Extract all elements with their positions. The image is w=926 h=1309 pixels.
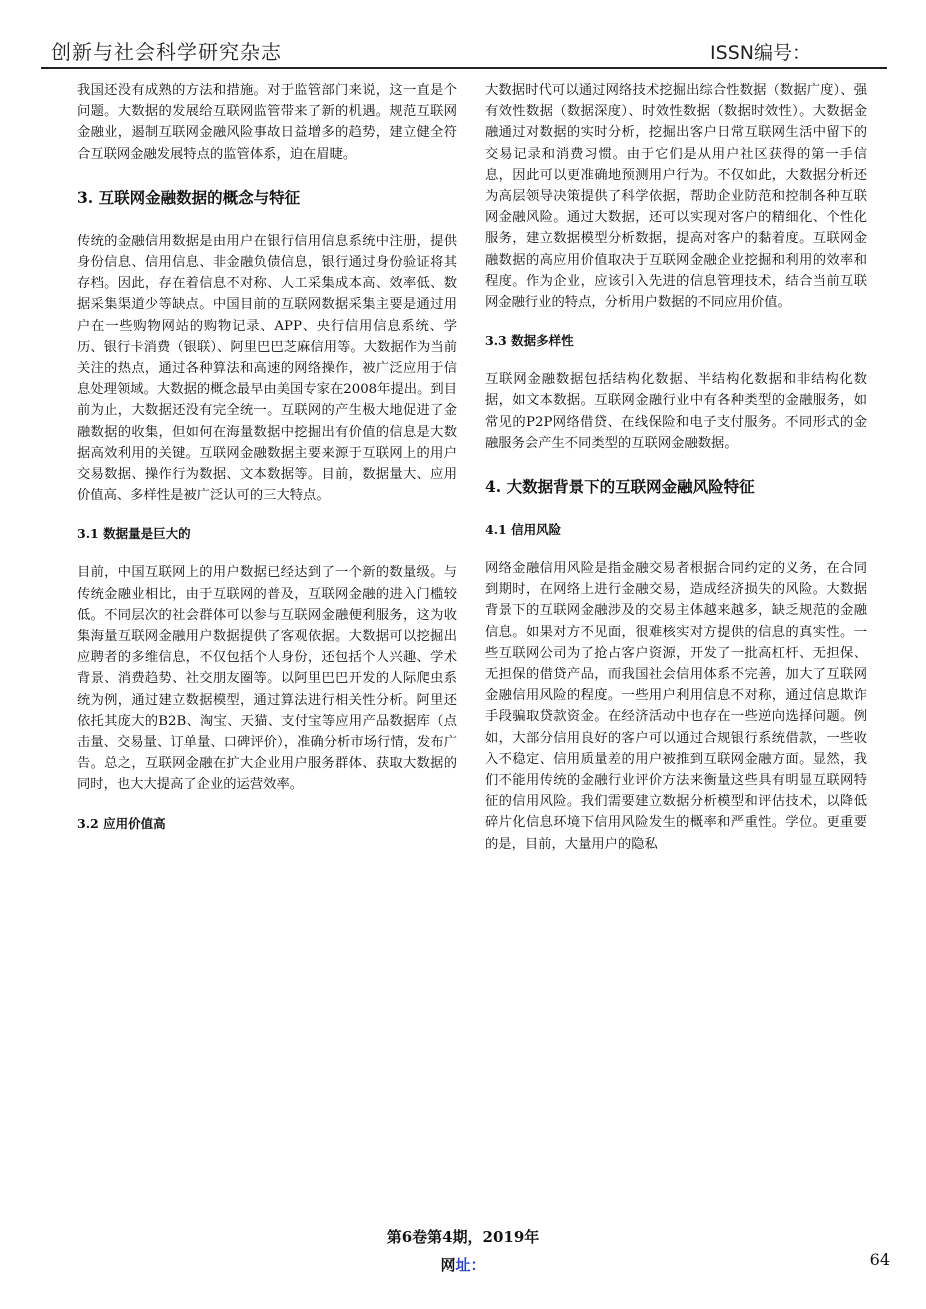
issn-label: ISSN编号： (710, 42, 811, 64)
subsection-heading: 3.1 数据量是巨大的 (77, 526, 191, 542)
paragraph: 网络金融信用风险是指金融交易者根据合同约定的义务，在合同到期时，在网络上进行金融交易，造成经济损失的风险。大数据背景下的互联网金融涉及的交易主体越来越多，缺乏规范的金融信息。如果对方不见面，很难核实对方提供的信息的真实性。一些互联网公司为了抢占客户资源，开发了一批高杠杆、无担保、无担保的借贷产品，而我国社会信用体系不完善，加大了互联网金融信用风险的程度。一些用户利用信息不对称，通过信息欺诈手段骗取贷款资金。在经济活动中也存在一些逆向选择问题。例如，大部分信用良好的客户可以通过合规银行系统借款，一些收入不稳定、信用质量差的用户被推到互联网金融方面。显然，我们不能用传统的金融行业评价方法来衡量这些具有明显互联网特征的信用风险。我们需要建立数据分析模型和评估技术，以降低碎片化信息环境下信用风险发生的概率和严重性。学位。更重要的是，目前，大量用户的隐私 (485, 561, 867, 852)
subsection-heading: 4.1 信用风险 (485, 522, 562, 538)
url-label-suffix: 址： (455, 1256, 486, 1274)
journal-name: 创新与社会科学研究杂志 (51, 40, 282, 64)
url-label (0, 1254, 926, 1275)
section-heading: 3. 互联网金融数据的概念与特征 (77, 187, 301, 207)
paragraph: 目前，中国互联网上的用户数据已经达到了一个新的数量级。与传统金融业相比，由于互联网的普及，互联网金融的进入门槛较低。不同层次的社会群体可以参与互联网金融便利服务，这为收集海量互联网金融用户数据提供了客观依据。大数据可以挖掘出应聘者的多维信息，不仅包括个人身份，还包括个人兴趣、学术背景、消费趋势、社交朋友圈等。以阿里巴巴开发的人际爬虫系统为例，通过建立数据模型，通过算法进行相关性分析。阿里还依托其庞大的B2B、淘宝、天猫、支付宝等应用产品数据库（点击量、交易量、订单量、口碑评价），准确分析市场行情，发布广告。总之，互联网金融在扩大企业用户服务群体、获取大数据的同时，也大大提高了企业的运营效率。 (77, 565, 457, 793)
header-rule (41, 67, 887, 69)
section-heading: 4. 大数据背景下的互联网金融风险特征 (485, 477, 755, 497)
left-column (77, 80, 457, 852)
paragraph: 我国还没有成熟的方法和措施。对于监管部门来说，这一直是个问题。大数据的发展给互联网监管带来了新的机遇。规范互联网金融业，遏制互联网金融风险事故日益增多的趋势，建立健全符合互联网金融发展特点的监管体系，迫在眉睫。 (77, 83, 457, 162)
url-label-prefix: 网 (440, 1256, 456, 1274)
page-number: 64 (869, 1250, 890, 1269)
right-column (485, 80, 867, 855)
page-header (41, 24, 887, 68)
paragraph: 互联网金融数据包括结构化数据、半结构化数据和非结构化数据，如文本数据。互联网金融行业中有各种类型的金融服务，如常见的P2P网络借贷、在线保险和电子支付服务。不同形式的金融服务会产生不同类型的互联网金融数据。 (485, 372, 867, 451)
volume-info: 第6卷第4期，2019年 (386, 1228, 540, 1246)
paragraph: 大数据时代可以通过网络技术挖掘出综合性数据（数据广度）、强有效性数据（数据深度）、时效性数据（数据时效性）。大数据金融通过对数据的实时分析，挖掘出客户日常互联网生活中留下的交易记录和消费习惯。由于它们是从用户社区获得的第一手信息，因此可以更准确地预测用户行为。不仅如此，大数据分析还为高层领导决策提供了科学依据，帮助企业防范和控制各种互联网金融风险。通过大数据，还可以实现对客户的精细化、个性化服务，建立数据模型分析数据，提高对客户的黏着度。互联网金融数据的高应用价值取决于互联网金融企业挖掘和利用的效率和程度。作为企业，应该引入先进的信息管理技术，结合当前互联网金融行业的特点，分析用户数据的不同应用价值。 (485, 83, 867, 311)
paragraph: 传统的金融信用数据是由用户在银行信用信息系统中注册，提供身份信息、信用信息、非金融负债信息，银行通过身份验证将其存档。因此，存在着信息不对称、人工采集成本高、效率低、数据采集渠道少等缺点。中国目前的互联网数据采集主要是通过用户在一些购物网站的购物记录、APP、央行信用信息系统、学历、银行卡消费（银联）、阿里巴巴芝麻信用等。大数据作为当前关注的热点，通过各种算法和高速的网络操作，被广泛应用于信息处理领域。大数据的概念最早由美国专家在2008年提出。到目前为止，大数据还没有完全统一。互联网的产生极大地促进了金融数据的收集，但如何在海量数据中挖掘出有价值的信息是大数据高效利用的关键。互联网金融数据主要来源于互联网上的用户交易数据、操作行为数据、文本数据等。目前，数据量大、应用价值高、多样性是被广泛认可的三大特点。 (77, 233, 457, 504)
subsection-heading: 3.3 数据多样性 (485, 333, 574, 349)
subsection-heading: 3.2 应用价值高 (77, 815, 166, 831)
